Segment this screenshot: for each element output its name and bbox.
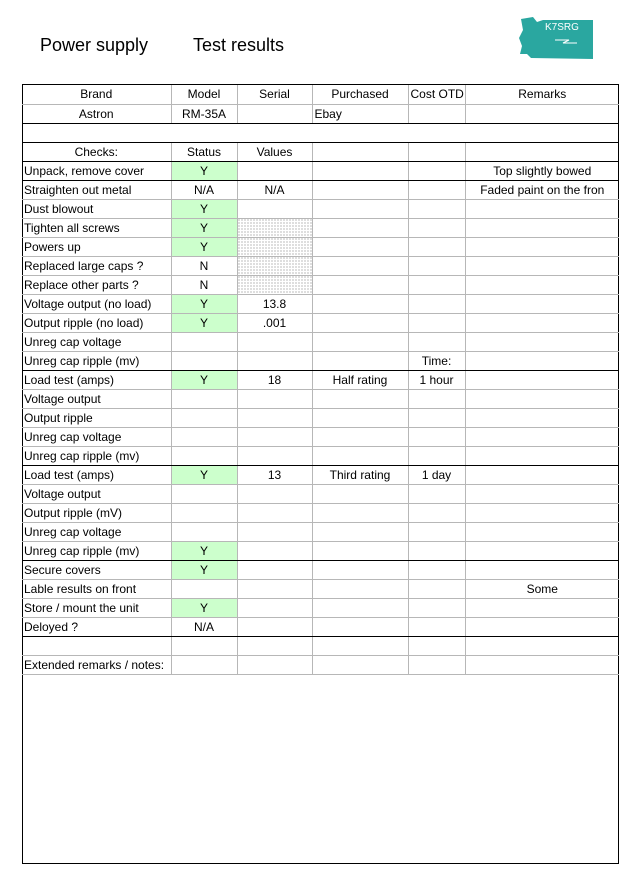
info-header-purchased: Purchased (312, 85, 408, 104)
check-row-remarks (465, 389, 619, 408)
check-row-purchased (312, 655, 408, 674)
spacer-row (22, 123, 619, 142)
check-row-cost (408, 218, 465, 237)
check-row-purchased (312, 218, 408, 237)
check-row-check: Unreg cap voltage (22, 522, 171, 541)
check-row (22, 332, 619, 351)
info-header-row (22, 85, 619, 104)
check-row-purchased (312, 237, 408, 256)
check-row-status (171, 351, 237, 370)
check-row-check: Unreg cap ripple (mv) (22, 541, 171, 560)
check-row-status: Y (171, 161, 237, 180)
check-row-check: Load test (amps) (22, 370, 171, 389)
info-header-status: Model (171, 85, 237, 104)
check-row (22, 199, 619, 218)
checks-header-check: Checks: (22, 142, 171, 161)
check-row-check: Straighten out metal (22, 180, 171, 199)
check-row-check: Unpack, remove cover (22, 161, 171, 180)
check-row-cost (408, 560, 465, 579)
check-row-status: Y (171, 294, 237, 313)
check-row-remarks (465, 332, 619, 351)
check-row-remarks: Some (465, 579, 619, 598)
check-row-purchased (312, 617, 408, 636)
info-value-check: Astron (22, 104, 171, 123)
check-row-remarks (465, 237, 619, 256)
check-row-purchased (312, 256, 408, 275)
check-row-value (237, 541, 312, 560)
check-row-purchased (312, 446, 408, 465)
check-row-value (237, 351, 312, 370)
check-row-check: Extended remarks / notes: (22, 655, 171, 674)
info-header-value: Serial (237, 85, 312, 104)
check-row-purchased (312, 522, 408, 541)
check-row-value (237, 218, 312, 237)
check-row (22, 275, 619, 294)
check-row-check: Store / mount the unit (22, 598, 171, 617)
check-row-remarks (465, 218, 619, 237)
check-row-remarks (465, 446, 619, 465)
check-row-value (237, 408, 312, 427)
check-row-purchased (312, 389, 408, 408)
info-header-remarks: Remarks (465, 85, 619, 104)
check-row-check: Output ripple (22, 408, 171, 427)
check-row (22, 370, 619, 389)
check-row-status (171, 389, 237, 408)
check-row-purchased: Half rating (312, 370, 408, 389)
info-header-cost: Cost OTD (408, 85, 465, 104)
check-row (22, 465, 619, 484)
checks-header-value: Values (237, 142, 312, 161)
check-row-value (237, 237, 312, 256)
results-table (22, 85, 619, 675)
check-row-cost (408, 256, 465, 275)
check-row-purchased (312, 408, 408, 427)
check-row-value (237, 427, 312, 446)
check-row-purchased (312, 560, 408, 579)
check-row-status: Y (171, 541, 237, 560)
info-value-cost (408, 104, 465, 123)
check-row-check: Voltage output (22, 389, 171, 408)
check-row (22, 579, 619, 598)
check-row-purchased (312, 332, 408, 351)
check-row-value (237, 199, 312, 218)
check-row-cost (408, 313, 465, 332)
check-row-remarks (465, 636, 619, 655)
check-row-check: Secure covers (22, 560, 171, 579)
check-row-purchased (312, 636, 408, 655)
check-row-value (237, 522, 312, 541)
check-row (22, 180, 619, 199)
check-row-check (22, 636, 171, 655)
check-row-check: Dust blowout (22, 199, 171, 218)
check-row-remarks (465, 351, 619, 370)
check-row-remarks (465, 370, 619, 389)
info-value-purchased: Ebay (312, 104, 408, 123)
check-row-value (237, 332, 312, 351)
check-row-cost (408, 427, 465, 446)
check-row-remarks (465, 541, 619, 560)
check-row-check: Voltage output (22, 484, 171, 503)
check-row-status: N (171, 275, 237, 294)
check-row-remarks (465, 617, 619, 636)
check-row-cost (408, 617, 465, 636)
check-row-cost (408, 446, 465, 465)
info-value-status: RM-35A (171, 104, 237, 123)
check-row (22, 522, 619, 541)
check-row-value (237, 617, 312, 636)
check-row (22, 427, 619, 446)
check-row-value (237, 579, 312, 598)
check-row-purchased (312, 161, 408, 180)
page-subtitle: Test results (193, 35, 285, 55)
info-header-check: Brand (22, 85, 171, 104)
check-row (22, 484, 619, 503)
check-row-value: 13.8 (237, 294, 312, 313)
check-row-value: 13 (237, 465, 312, 484)
check-row-status: Y (171, 218, 237, 237)
checks-header-remarks (465, 142, 619, 161)
check-row-status: N/A (171, 617, 237, 636)
check-row-status (171, 579, 237, 598)
check-row-remarks (465, 313, 619, 332)
check-row-purchased (312, 313, 408, 332)
check-row (22, 541, 619, 560)
check-row-check: Voltage output (no load) (22, 294, 171, 313)
check-row-status (171, 484, 237, 503)
washington-state-logo-icon (517, 16, 595, 62)
check-row-status: Y (171, 199, 237, 218)
check-row-value (237, 636, 312, 655)
check-row-check: Unreg cap voltage (22, 332, 171, 351)
check-row-purchased (312, 275, 408, 294)
check-row (22, 446, 619, 465)
check-row (22, 655, 619, 674)
check-row-remarks (465, 427, 619, 446)
info-values-row (22, 104, 619, 123)
check-row-purchased (312, 199, 408, 218)
check-row-value (237, 598, 312, 617)
check-row-check: Unreg cap ripple (mv) (22, 351, 171, 370)
check-row-check: Lable results on front (22, 579, 171, 598)
check-row-status (171, 655, 237, 674)
check-row-remarks (465, 560, 619, 579)
check-row-remarks (465, 598, 619, 617)
check-row-check: Unreg cap ripple (mv) (22, 446, 171, 465)
check-row-purchased (312, 294, 408, 313)
check-row-status (171, 636, 237, 655)
check-row-cost (408, 503, 465, 522)
check-row-status (171, 503, 237, 522)
check-row-cost (408, 161, 465, 180)
check-row (22, 351, 619, 370)
check-row-value: N/A (237, 180, 312, 199)
check-row-purchased (312, 180, 408, 199)
check-row-purchased (312, 351, 408, 370)
check-row (22, 256, 619, 275)
check-row-purchased: Third rating (312, 465, 408, 484)
info-value-remarks (465, 104, 619, 123)
check-row-cost: 1 day (408, 465, 465, 484)
check-row-remarks (465, 256, 619, 275)
check-row-cost (408, 408, 465, 427)
check-row-value: 18 (237, 370, 312, 389)
check-row-cost (408, 541, 465, 560)
check-row-cost (408, 389, 465, 408)
check-row-cost (408, 275, 465, 294)
check-row-status (171, 408, 237, 427)
check-row-cost (408, 484, 465, 503)
check-row-purchased (312, 598, 408, 617)
check-row-cost (408, 579, 465, 598)
check-row-check: Output ripple (no load) (22, 313, 171, 332)
check-row (22, 560, 619, 579)
check-row-remarks: Top slightly bowed (465, 161, 619, 180)
check-row-value (237, 446, 312, 465)
check-row (22, 408, 619, 427)
check-row-check: Tighten all screws (22, 218, 171, 237)
check-row-value (237, 503, 312, 522)
check-row-check: Load test (amps) (22, 465, 171, 484)
check-row-cost (408, 180, 465, 199)
check-row (22, 237, 619, 256)
check-row-value: .001 (237, 313, 312, 332)
check-row-cost: Time: (408, 351, 465, 370)
check-row-status (171, 332, 237, 351)
check-row-status: Y (171, 465, 237, 484)
check-row-cost (408, 294, 465, 313)
checks-header-cost (408, 142, 465, 161)
check-row-value (237, 389, 312, 408)
checks-header-row (22, 142, 619, 161)
check-row-check: Deloyed ? (22, 617, 171, 636)
check-row-cost (408, 332, 465, 351)
check-row-status: Y (171, 237, 237, 256)
page-title: Power supply (40, 35, 149, 55)
check-row-cost (408, 598, 465, 617)
check-row-status (171, 522, 237, 541)
checks-header-purchased (312, 142, 408, 161)
check-row-remarks (465, 484, 619, 503)
check-row-check: Powers up (22, 237, 171, 256)
check-row-value (237, 655, 312, 674)
check-row-check: Output ripple (mV) (22, 503, 171, 522)
check-row-status (171, 427, 237, 446)
check-row-status: Y (171, 313, 237, 332)
check-row-check: Replace other parts ? (22, 275, 171, 294)
check-row-remarks: Faded paint on the fron (465, 180, 619, 199)
check-row-status: Y (171, 560, 237, 579)
check-row (22, 161, 619, 180)
check-row-remarks (465, 465, 619, 484)
check-row-cost (408, 655, 465, 674)
check-row-purchased (312, 579, 408, 598)
check-row-cost: 1 hour (408, 370, 465, 389)
check-row-status: N (171, 256, 237, 275)
check-row-value (237, 560, 312, 579)
check-row-value (237, 256, 312, 275)
check-row-remarks (465, 655, 619, 674)
check-row-value (237, 161, 312, 180)
check-row-remarks (465, 275, 619, 294)
check-row-purchased (312, 541, 408, 560)
check-row-cost (408, 199, 465, 218)
check-row (22, 218, 619, 237)
check-row-status (171, 446, 237, 465)
check-row (22, 598, 619, 617)
check-row-remarks (465, 408, 619, 427)
logo-text: K7SRG (545, 22, 579, 33)
check-row (22, 294, 619, 313)
check-row (22, 313, 619, 332)
check-row-check: Unreg cap voltage (22, 427, 171, 446)
check-row (22, 503, 619, 522)
check-row-status: Y (171, 370, 237, 389)
check-row (22, 389, 619, 408)
check-row-purchased (312, 503, 408, 522)
check-row-status: N/A (171, 180, 237, 199)
check-row-purchased (312, 484, 408, 503)
check-row-cost (408, 237, 465, 256)
check-row-status: Y (171, 598, 237, 617)
check-row-remarks (465, 199, 619, 218)
check-row-cost (408, 636, 465, 655)
check-row-check: Replaced large caps ? (22, 256, 171, 275)
info-value-value (237, 104, 312, 123)
check-row-value (237, 484, 312, 503)
check-row-cost (408, 522, 465, 541)
check-row-purchased (312, 427, 408, 446)
spacer-cell (22, 123, 619, 142)
check-row-remarks (465, 503, 619, 522)
check-row (22, 636, 619, 655)
check-row-remarks (465, 294, 619, 313)
check-row-value (237, 275, 312, 294)
check-row (22, 617, 619, 636)
check-row-remarks (465, 522, 619, 541)
checks-header-status: Status (171, 142, 237, 161)
